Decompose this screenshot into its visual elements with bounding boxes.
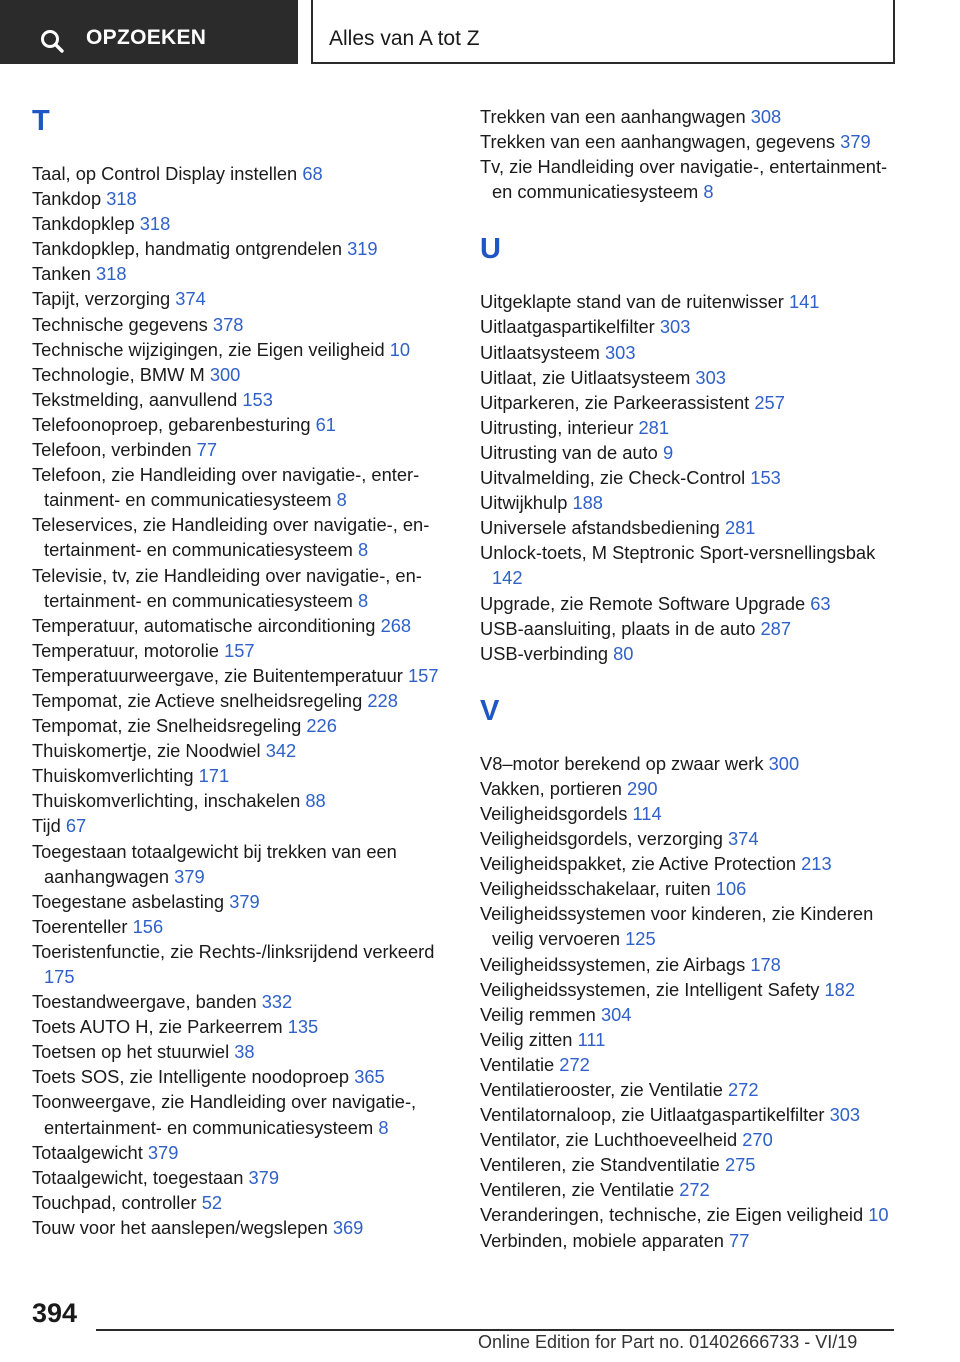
index-entry-text: Ventileren, zie Ventilatie — [480, 1179, 675, 1201]
section-letter-u: U — [480, 233, 501, 266]
index-entry — [32, 713, 452, 738]
index-entry-text: Ventileren, zie Standventilatie — [480, 1154, 720, 1176]
index-entry-text: Ventilatie — [480, 1053, 555, 1075]
page-reference-link[interactable]: 379 — [248, 1166, 280, 1188]
page-reference-link[interactable]: 374 — [175, 288, 206, 310]
index-entry-text: Temperatuurweergave, zie Buitentemperatuur — [32, 664, 403, 686]
index-entry — [32, 1039, 452, 1064]
index-entry-text: Veiligheidspakket, zie Active Protection — [480, 853, 797, 875]
index-entry — [32, 387, 452, 412]
page-reference-link[interactable]: 153 — [242, 388, 273, 410]
index-entry-text: Uitlaat, zie Uitlaatsysteem — [480, 366, 691, 388]
page-reference-link[interactable]: 290 — [627, 777, 658, 799]
page-reference-link[interactable]: 38 — [234, 1041, 255, 1063]
index-list-t — [32, 161, 452, 1240]
page-reference-link[interactable]: 77 — [196, 439, 218, 461]
index-entry-text: Uitparkeren, zie Parkeerassistent — [480, 391, 750, 413]
index-entry — [32, 1140, 452, 1165]
index-entry-text: Verbinden, mobiele apparaten — [480, 1229, 724, 1251]
page-reference-link[interactable]: 8 — [357, 539, 369, 561]
page-reference-link[interactable]: 125 — [625, 928, 656, 950]
index-entry-text: Taal, op Control Display instellen — [32, 163, 298, 184]
index-entry-text: Tankdopklep, handmatig ontgrendelen — [32, 238, 342, 260]
index-entry-text: Tankdop — [32, 188, 102, 210]
index-entry-text: Totaalgewicht — [32, 1141, 143, 1163]
index-entry-text: Toestandweergave, banden — [32, 991, 257, 1013]
page-reference-link[interactable]: 8 — [703, 181, 714, 203]
page-reference-link[interactable]: 270 — [742, 1129, 773, 1151]
index-entry — [32, 839, 452, 889]
page-reference-link[interactable]: 379 — [840, 131, 871, 153]
page-number: 394 — [32, 1298, 78, 1328]
index-entry-text: Ventilatierooster, zie Ventilatie — [480, 1079, 723, 1100]
page-reference-link[interactable]: 175 — [44, 966, 75, 987]
page-reference-link[interactable]: 8 — [378, 1116, 389, 1138]
index-entry — [480, 440, 900, 465]
index-entry — [480, 977, 900, 1002]
index-entry-text: Veiligheidsgordels, verzorging — [480, 828, 723, 850]
page-reference-link[interactable]: 182 — [824, 978, 856, 1000]
index-entry-text: Technologie, BMW M — [32, 363, 205, 385]
index-entry-text: Thuiskomverlichting, inschakelen — [32, 790, 301, 812]
index-entry-text: Toetsen op het stuurwiel — [32, 1041, 230, 1063]
index-entry — [480, 1202, 900, 1227]
index-entry — [32, 1089, 452, 1139]
index-entry-text: Temperatuur, automatische airconditioning — [32, 614, 376, 636]
index-entry-text: Tempomat, zie Snelheidsregeling — [32, 715, 302, 737]
page-reference-link[interactable]: 67 — [65, 815, 87, 837]
index-entry-text: Televisie, tv, zie Handleiding over navigatie-, entertainment- en communicatiesysteem — [32, 564, 422, 611]
index-entry — [480, 515, 900, 540]
page-reference-link[interactable]: 379 — [174, 865, 205, 887]
page-reference-link[interactable]: 275 — [724, 1154, 756, 1176]
index-entry — [480, 1127, 900, 1152]
index-entry — [480, 641, 900, 666]
index-entry — [480, 415, 900, 440]
page-reference-link[interactable]: 178 — [750, 953, 781, 975]
index-entry-text: Telefoon, verbinden — [32, 439, 192, 461]
index-entry-text: Uitlaatsysteem — [480, 341, 600, 363]
index-entry — [32, 914, 452, 939]
index-entry-text: Toeristenfunctie, zie Rechts-/linksrijdend verkeerd — [32, 940, 435, 962]
index-entry — [480, 1152, 900, 1177]
index-entry — [480, 751, 900, 776]
index-entry-text: Tankdopklep — [32, 213, 135, 235]
index-entry — [480, 776, 900, 801]
index-entry — [480, 1177, 900, 1202]
index-entry — [32, 186, 452, 211]
index-entry — [32, 362, 452, 387]
index-entry-text: Uitlaatgaspartikelfilter — [480, 316, 655, 338]
index-entry-text: Trekken van een aanhangwagen, gegevens — [480, 131, 836, 153]
page-reference-link[interactable]: 111 — [577, 1028, 606, 1050]
edition-note: Online Edition for Part no. 01402666733 - VI/19 — [478, 1332, 858, 1352]
page-reference-link[interactable]: 157 — [408, 664, 439, 686]
page-reference-link[interactable]: 281 — [638, 416, 670, 438]
index-entry — [480, 490, 900, 515]
index-entry — [480, 851, 900, 876]
index-entry-text: Upgrade, zie Remote Software Upgrade — [480, 592, 806, 614]
index-entry-text: Unlock-toets, M Steptronic Sport-versnellingsbak — [480, 542, 876, 564]
page-reference-link[interactable]: 303 — [659, 316, 691, 338]
page-reference-link[interactable]: 378 — [212, 313, 244, 335]
index-entry — [480, 104, 900, 129]
page-reference-link[interactable]: 157 — [224, 639, 255, 661]
index-entry-text: Touw voor het aanslepen/wegslepen — [32, 1216, 328, 1238]
page-reference-link[interactable]: 114 — [632, 802, 662, 824]
index-entry-text: Tapijt, verzorging — [32, 288, 171, 310]
page-reference-link[interactable]: 369 — [332, 1216, 364, 1238]
page-reference-link[interactable]: 61 — [315, 413, 336, 435]
page-reference-link[interactable]: 300 — [768, 752, 800, 774]
index-column-left — [32, 102, 452, 1240]
index-entry-text: USB-aansluiting, plaats in de auto — [480, 617, 756, 639]
page-reference-link[interactable]: 10 — [389, 338, 411, 360]
index-entry — [32, 613, 452, 638]
index-entry — [32, 563, 452, 613]
index-entry — [480, 365, 900, 390]
index-entry — [32, 261, 452, 286]
page-reference-link[interactable]: 88 — [305, 790, 326, 812]
page-reference-link[interactable]: 8 — [336, 489, 347, 511]
page-reference-link[interactable]: 52 — [201, 1191, 223, 1213]
index-entry-text: Technische gegevens — [32, 313, 208, 335]
index-entry-text: Uitwijkhulp — [480, 492, 568, 514]
index-entry — [32, 1064, 452, 1089]
page-reference-link[interactable]: 226 — [306, 715, 337, 737]
index-entry-text: Uitrusting, interieur — [480, 416, 634, 438]
index-entry-text: Toets AUTO H, zie Parkeerrem — [32, 1016, 283, 1038]
index-entry-text: Ventilator, zie Luchthoeveelheid — [480, 1129, 738, 1151]
section-letter-t: T — [32, 105, 50, 137]
page-reference-link[interactable]: 304 — [600, 1003, 632, 1025]
index-entry — [480, 129, 900, 154]
index-entry-text: Ventilatornaloop, zie Uitlaatgaspartikelfilter — [480, 1104, 825, 1126]
index-entry — [480, 465, 900, 490]
page-reference-link[interactable]: 374 — [727, 828, 759, 850]
page-reference-link[interactable]: 272 — [679, 1179, 710, 1201]
index-entry — [480, 289, 900, 314]
page-reference-link[interactable]: 342 — [265, 740, 297, 762]
index-entry — [480, 591, 900, 616]
index-entry-text: Trekken van een aanhangwagen — [480, 106, 746, 127]
index-list-v — [480, 751, 900, 1253]
index-entry — [32, 286, 452, 311]
index-entry-text: Veiligheidssystemen, zie Intelligent Safety — [480, 978, 820, 1000]
index-entry — [32, 312, 452, 337]
page-reference-link[interactable]: 171 — [198, 765, 230, 787]
index-entry — [480, 1228, 900, 1253]
index-entry-text: Totaalgewicht, toegestaan — [32, 1166, 244, 1188]
search-button-label: OPZOEKEN — [86, 26, 207, 49]
index-entry — [480, 154, 900, 204]
index-entry — [480, 540, 900, 590]
page-reference-link[interactable]: 281 — [724, 517, 756, 539]
page-reference-link[interactable]: 135 — [287, 1016, 319, 1038]
page-reference-link[interactable]: 303 — [695, 366, 726, 388]
footer-divider — [96, 1329, 894, 1331]
page-reference-link[interactable]: 318 — [106, 188, 137, 210]
page-reference-link[interactable]: 318 — [139, 213, 171, 235]
index-entry-text: Tijd — [32, 815, 61, 837]
index-entry-text: V8–motor berekend op zwaar werk — [480, 752, 764, 774]
page-reference-link[interactable]: 303 — [604, 341, 636, 363]
page-reference-link[interactable]: 188 — [572, 492, 603, 514]
index-entry — [32, 1165, 452, 1190]
page-reference-link[interactable]: 141 — [788, 291, 820, 313]
page-reference-link[interactable]: 68 — [302, 163, 323, 184]
index-entry-text: Veiligheidsschakelaar, ruiten — [480, 878, 711, 900]
index-entry-text: Temperatuur, motorolie — [32, 639, 219, 661]
index-entry-text: Universele afstandsbediening — [480, 517, 720, 539]
page-reference-link[interactable]: 319 — [347, 238, 378, 260]
index-entry-text: Touchpad, controller — [32, 1191, 197, 1213]
page-reference-link[interactable]: 63 — [810, 592, 831, 614]
page-reference-link[interactable]: 272 — [559, 1053, 590, 1075]
index-entry-text: Veiligheidssystemen, zie Airbags — [480, 953, 746, 975]
index-entry-text: Telefoonoproep, gebarenbesturing — [32, 413, 311, 435]
section-letter-v: V — [480, 694, 500, 727]
search-icon — [40, 29, 68, 57]
index-entry-text: Uitvalmelding, zie Check-Control — [480, 467, 746, 489]
index-entry — [480, 876, 900, 901]
index-entry — [32, 813, 452, 838]
index-entry-text: Veiligheidssystemen voor kinderen, zie Kinderen veilig vervoeren — [480, 903, 874, 950]
index-entry-text: Tempomat, zie Actieve snelheidsregeling — [32, 689, 363, 711]
index-entry — [32, 211, 452, 236]
page-reference-link[interactable]: 228 — [367, 689, 398, 711]
index-entry — [32, 1190, 452, 1215]
index-entry — [32, 688, 452, 713]
index-entry-text: Tv, zie Handleiding over navigatie-, entertainment- en communicatiesysteem — [480, 156, 888, 203]
index-entry-text: Toegestaan totaalgewicht bij trekken van een aanhangwagen — [32, 840, 397, 887]
search-button[interactable] — [0, 0, 298, 64]
index-entry — [480, 901, 900, 951]
index-entry — [32, 889, 452, 914]
page-reference-link[interactable]: 10 — [868, 1204, 889, 1226]
index-entry-text: Vakken, portieren — [480, 777, 622, 799]
index-entry-text: Thuiskomertje, zie Noodwiel — [32, 740, 261, 762]
index-entry-text: Veranderingen, technische, zie Eigen veiligheid — [480, 1204, 864, 1226]
page-reference-link[interactable]: 272 — [727, 1079, 759, 1100]
page-reference-link[interactable]: 9 — [662, 441, 674, 463]
tab-a-to-z[interactable] — [311, 0, 895, 64]
index-entry-text: Uitgeklapte stand van de ruitenwisser — [480, 291, 784, 313]
index-entry — [32, 512, 452, 562]
index-entry-text: Thuiskomverlichting — [32, 765, 194, 787]
index-entry — [32, 763, 452, 788]
tab-a-to-z-label: Alles van A tot Z — [329, 27, 480, 50]
page-reference-link[interactable]: 303 — [829, 1104, 861, 1126]
index-entry — [32, 663, 452, 688]
page-reference-link[interactable]: 300 — [209, 363, 241, 385]
page-reference-link[interactable]: 268 — [380, 614, 412, 636]
index-entry — [480, 1077, 900, 1102]
index-entry-text: Veilig remmen — [480, 1003, 596, 1025]
index-entry-text: Tanken — [32, 263, 91, 285]
index-entry-text: Veilig zitten — [480, 1028, 573, 1050]
index-entry — [32, 161, 452, 186]
page-reference-link[interactable]: 142 — [492, 567, 523, 589]
page-reference-link[interactable]: 365 — [354, 1066, 385, 1088]
index-entry — [480, 1052, 900, 1077]
page-reference-link[interactable]: 308 — [750, 106, 782, 127]
index-entry — [480, 1002, 900, 1027]
index-entry — [480, 801, 900, 826]
index-entry-text: Toets SOS, zie Intelligente noodoproep — [32, 1066, 350, 1088]
index-entry — [32, 1014, 452, 1039]
index-entry — [32, 638, 452, 663]
index-entry-text: Tekstmelding, aanvullend — [32, 388, 238, 410]
top-navigation — [0, 0, 960, 66]
index-entry — [32, 236, 452, 261]
index-entry — [32, 989, 452, 1014]
index-entry-text: Uitrusting van de auto — [480, 441, 658, 463]
index-entry — [32, 437, 452, 462]
index-entry-text: Veiligheidsgordels — [480, 802, 628, 824]
page-reference-link[interactable]: 156 — [132, 915, 164, 937]
page-reference-link[interactable]: 77 — [729, 1229, 750, 1251]
index-entry — [480, 1027, 900, 1052]
index-entry — [32, 462, 452, 512]
index-entry — [32, 412, 452, 437]
index-entry-text: USB-verbinding — [480, 642, 609, 664]
index-entry — [480, 952, 900, 977]
index-entry — [32, 939, 452, 989]
page-reference-link[interactable]: 379 — [147, 1141, 179, 1163]
page-reference-link[interactable]: 213 — [801, 853, 832, 875]
index-entry — [32, 1215, 452, 1240]
index-column-right — [480, 104, 900, 1253]
index-entry — [480, 340, 900, 365]
index-entry — [480, 826, 900, 851]
page-reference-link[interactable]: 332 — [261, 991, 293, 1013]
page-reference-link[interactable]: 257 — [754, 391, 785, 413]
page-reference-link[interactable]: 379 — [229, 890, 260, 912]
index-entry-text: Toegestane asbelasting — [32, 890, 225, 912]
page-reference-link[interactable]: 8 — [357, 589, 369, 611]
index-entry — [32, 788, 452, 813]
index-entry — [32, 738, 452, 763]
index-entry-text: Technische wijzigingen, zie Eigen veiligheid — [32, 338, 385, 360]
page-reference-link[interactable]: 287 — [760, 617, 792, 639]
page-reference-link[interactable]: 318 — [96, 263, 127, 285]
index-entry — [480, 390, 900, 415]
index-entry-text: Toerenteller — [32, 915, 128, 937]
index-entry — [480, 1102, 900, 1127]
index-entry — [480, 314, 900, 339]
page-reference-link[interactable]: 106 — [715, 878, 747, 900]
index-entry — [32, 337, 452, 362]
index-list-u — [480, 289, 900, 665]
index-entry-text: Teleservices, zie Handleiding over navigatie-, entertainment- en communicatiesysteem — [32, 514, 430, 561]
index-entry-text: Toonweergave, zie Handleiding over navigatie-, entertainment- en communicatiesysteem — [32, 1091, 417, 1138]
page-reference-link[interactable]: 153 — [750, 467, 781, 489]
page-reference-link[interactable]: 80 — [613, 642, 634, 664]
index-entry-text: Telefoon, zie Handleiding over navigatie-, entertainment- en communicatiesysteem — [32, 464, 420, 511]
index-list-t-continued — [480, 104, 900, 204]
index-entry — [480, 616, 900, 641]
